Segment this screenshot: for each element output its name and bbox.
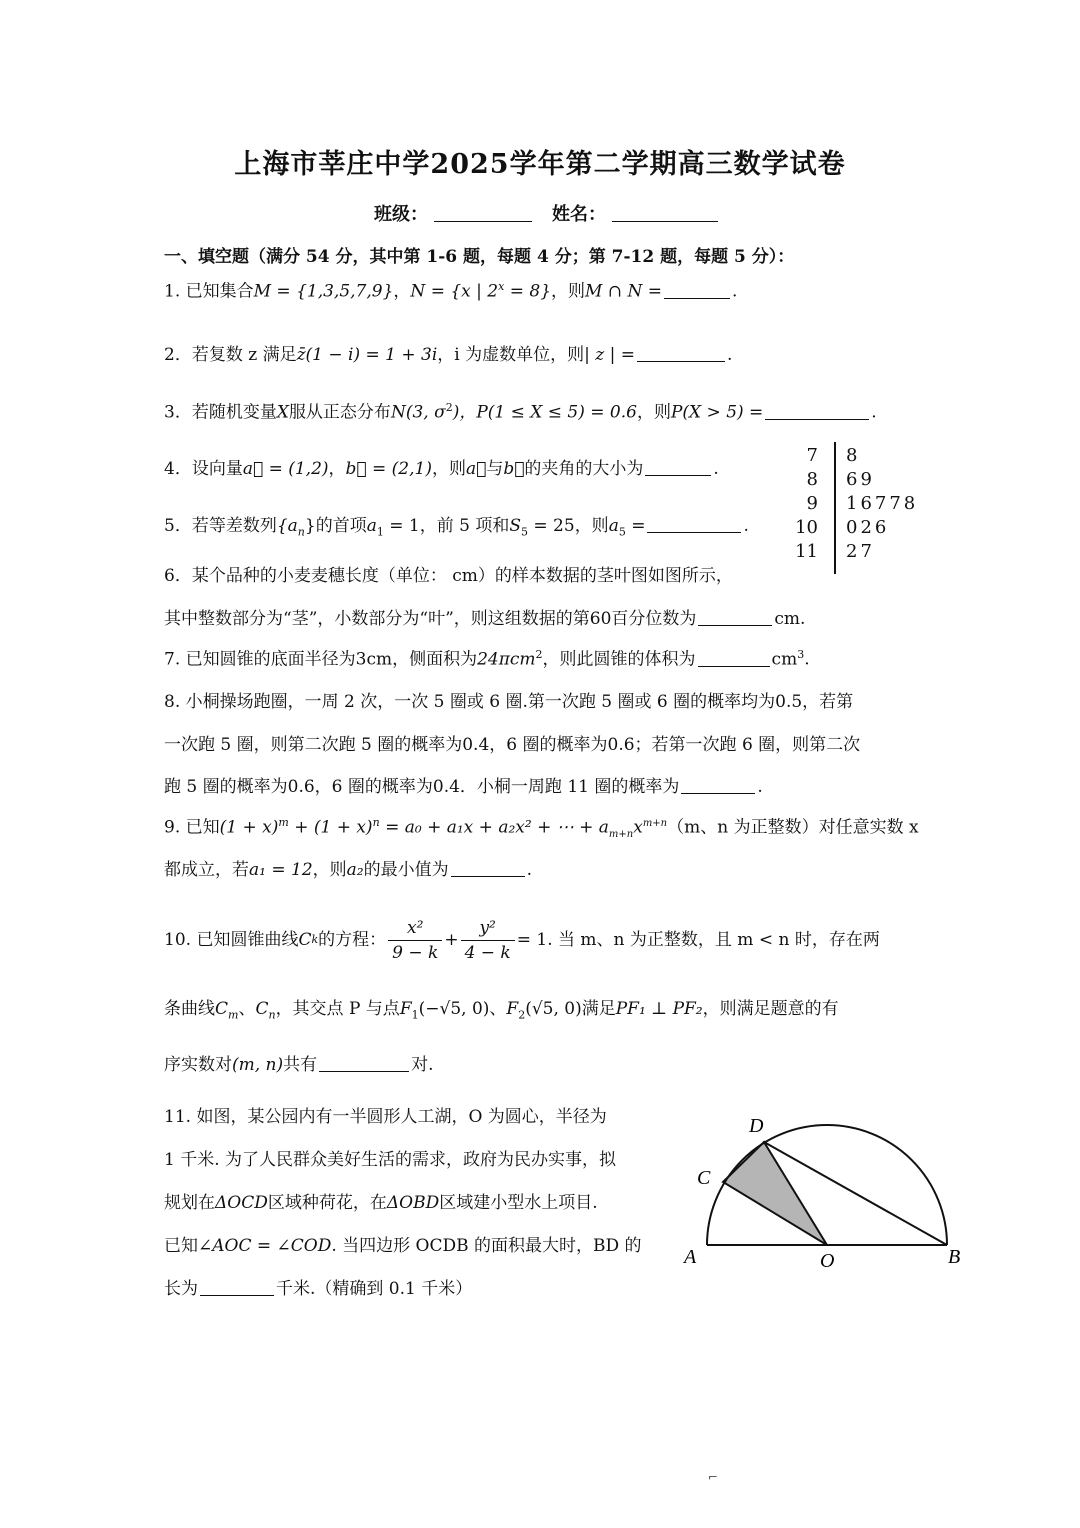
stem-leaf-row: 9 16778	[806, 493, 919, 514]
question-7: 7. 已知圆锥的底面半径为3cm，侧面积为24πcm$^2$，则此圆锥的体积为 $cm^3$.	[164, 648, 810, 670]
shaded-triangle-ocd	[723, 1142, 827, 1245]
answer-blank-4[interactable]	[645, 459, 711, 476]
question-2: 2．若复数 z 满足z̄(1 − i) = 1 + 3i，i 为虚数单位，则| z | = .	[164, 345, 733, 365]
question-3: 3．若随机变量X服从正态分布N(3, $\sigma^2$)，P(1 ≤ X ≤ 5) = 0.6，则P(X > 5) = .	[164, 401, 877, 423]
answer-blank-1[interactable]	[664, 282, 730, 299]
fraction-x: $\frac{\text{x²}}{9 - k}$	[388, 916, 442, 965]
question-6-line-2: 其中整数部分为“茎”，小数部分为“叶”，则这组数据的第60百分位数为 cm.	[164, 609, 806, 629]
stem-leaf-row: 10 026	[795, 517, 890, 538]
question-11-line-1: 11. 如图，某公园内有一半圆形人工湖，O 为圆心，半径为	[164, 1107, 607, 1127]
label-o: O	[820, 1250, 835, 1272]
semicircle-figure	[670, 1100, 980, 1280]
question-8-line-3: 跑 5 圈的概率为0.6，6 圈的概率为0.4．小桐一周跑 11 圈的概率为 .	[164, 777, 763, 797]
name-blank[interactable]	[612, 203, 718, 222]
question-9-line-1: 9. 已知$(1 + x)^m + (1 + x)^n = a_0 + a_1x + a_2x^2$ + ⋯ + $a_{m+n}x^{m+n}(m$、n 为正整数）对任意实数 x	[164, 816, 919, 841]
answer-blank-6[interactable]	[698, 609, 772, 626]
section-heading: 一、填空题（满分 54 分，其中第 1-6 题，每题 4 分；第 7-12 题，每题 5 分）：	[164, 247, 795, 267]
question-11-line-2: 1 千米. 为了人民群众美好生活的需求，政府为民办实事，拟	[164, 1150, 617, 1170]
label-c: C	[697, 1167, 711, 1189]
answer-blank-3[interactable]	[765, 403, 869, 420]
stem-leaf-plot	[784, 444, 934, 574]
answer-blank-8[interactable]	[681, 777, 755, 794]
answer-blank-11[interactable]	[200, 1279, 274, 1296]
label-a: A	[684, 1246, 697, 1268]
label-d: D	[749, 1115, 764, 1137]
question-4: 4．设向量a⃗ = (1,2)，b⃗ = (2,1)，则a⃗与b⃗的夹角的大小为 .	[164, 459, 719, 479]
class-blank[interactable]	[434, 203, 532, 222]
question-10-line-1: 10. 已知圆锥曲线 C k 的方程： $\frac{\text{x²}}{9 - k}$ + $\frac{\text{y²}}{4 - k}$ = 1 . 当 m、n 为正整数，且 m < n 时，存在两	[164, 917, 880, 963]
answer-blank-9[interactable]	[451, 860, 525, 877]
question-10-line-2: 条曲线$C_m$、$C_n$，其交点 P 与点$F_1(-√5$, 0)、$F_2(√5$, 0)满足PF₁ ⊥ PF₂，则满足题意的有	[164, 999, 839, 1022]
question-11-line-5: 长为 千米.（精确到 0.1 千米）	[164, 1279, 473, 1299]
fraction-y: $\frac{\text{y²}}{4 - k}$	[461, 916, 515, 965]
question-5: 5．若等差数列$\{a_n\}$的首项$a_1 = 1$，前 5 项和$S_5 = 25$，则$a_5$ = .	[164, 516, 749, 539]
question-8-line-1: 8. 小桐操场跑圈，一周 2 次，一次 5 圈或 6 圈.第一次跑 5 圈或 6 圈的概率均为0.5，若第	[164, 692, 854, 712]
label-b: B	[948, 1246, 961, 1268]
student-info-line	[374, 200, 718, 226]
footer-mark: ⌐	[708, 1470, 719, 1484]
question-11-line-3: 规划在ΔOCD区域种荷花，在ΔOBD区域建小型水上项目.	[164, 1193, 598, 1213]
name-label: 姓名：	[552, 204, 606, 225]
question-10-line-3: 序实数对(m, n)共有 对.	[164, 1055, 434, 1075]
stem-leaf-row: 8 69	[806, 469, 875, 490]
question-1: 1. 已知集合M = {1,3,5,7,9}，N = {x | $2^x = 8$}，则M ∩ N = .	[164, 280, 738, 302]
question-8-line-2: 一次跑 5 圈，则第二次跑 5 圈的概率为0.4，6 圈的概率为0.6；若第一次跑 6 圈，则第二次	[164, 735, 861, 755]
answer-blank-10[interactable]	[319, 1055, 409, 1072]
answer-blank-7[interactable]	[698, 650, 770, 667]
question-9-line-2: 都成立，若a₁ = 12，则a₂的最小值为 .	[164, 860, 532, 880]
answer-blank-2[interactable]	[637, 345, 725, 362]
stem-leaf-row: 7 8	[806, 445, 861, 466]
class-label: 班级：	[374, 204, 428, 225]
question-6-line-1: 6．某个品种的小麦麦穗长度（单位： cm）的样本数据的茎叶图如图所示，	[164, 566, 733, 586]
answer-blank-5[interactable]	[647, 516, 741, 533]
question-11-line-4: 已知∠AOC = ∠COD. 当四边形 OCDB 的面积最大时，BD 的	[164, 1236, 642, 1256]
stem-leaf-row: 11 27	[795, 541, 875, 562]
page-title: 上海市莘庄中学2025学年第二学期高三数学试卷	[234, 149, 846, 180]
